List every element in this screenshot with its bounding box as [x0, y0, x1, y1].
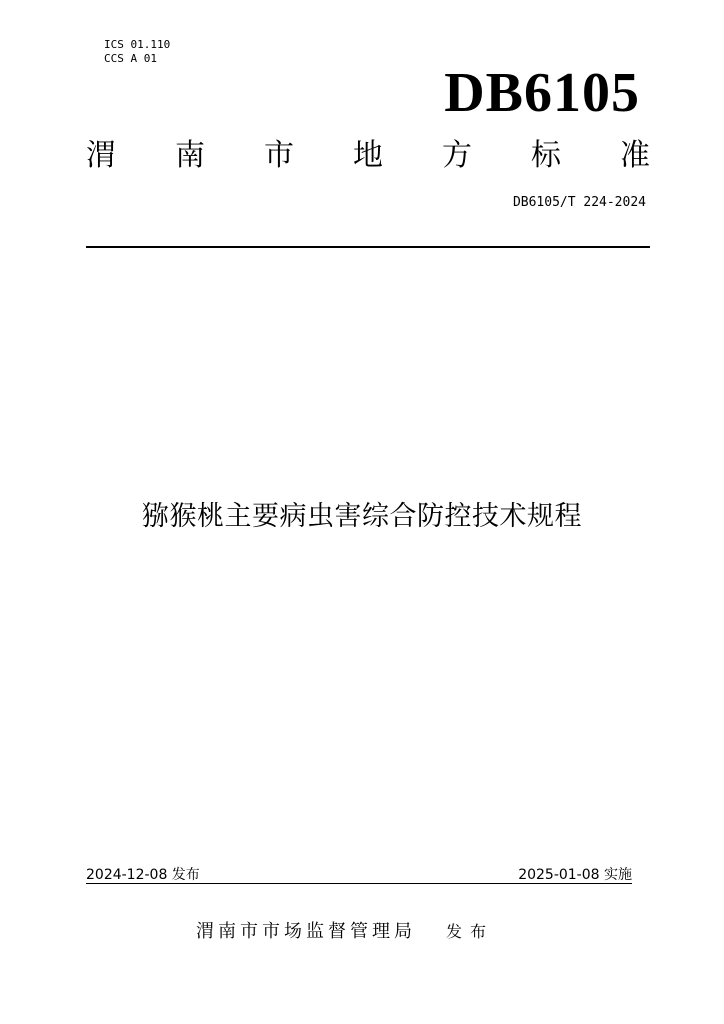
issuer-name: 渭南市市场监督管理局	[196, 921, 416, 942]
standard-type-title	[86, 138, 650, 174]
standard-type-char: 方	[442, 138, 472, 173]
standard-type-char: 市	[264, 138, 294, 173]
implement-date: 2025-01-08 实施	[518, 867, 632, 883]
standard-type-char: 南	[175, 138, 205, 173]
issue-action: 发布	[446, 922, 495, 941]
issuer-line	[196, 920, 494, 944]
standard-type-char: 地	[353, 138, 383, 173]
standard-type-char: 标	[531, 138, 561, 173]
standard-type-char: 准	[620, 138, 650, 173]
ccs-code: CCS A 01	[104, 52, 157, 65]
db-logo: DB6105	[444, 62, 640, 124]
header-divider	[86, 246, 650, 248]
standard-type-char: 渭	[86, 138, 116, 173]
release-date: 2024-12-08 发布	[86, 867, 200, 883]
footer-divider	[86, 883, 632, 884]
date-row	[86, 866, 632, 884]
classification-codes	[104, 38, 170, 66]
document-title: 猕猴桃主要病虫害综合防控技术规程	[142, 501, 582, 532]
ics-code: ICS 01.110	[104, 38, 171, 51]
standard-number: DB6105/T 224-2024	[512, 195, 646, 210]
